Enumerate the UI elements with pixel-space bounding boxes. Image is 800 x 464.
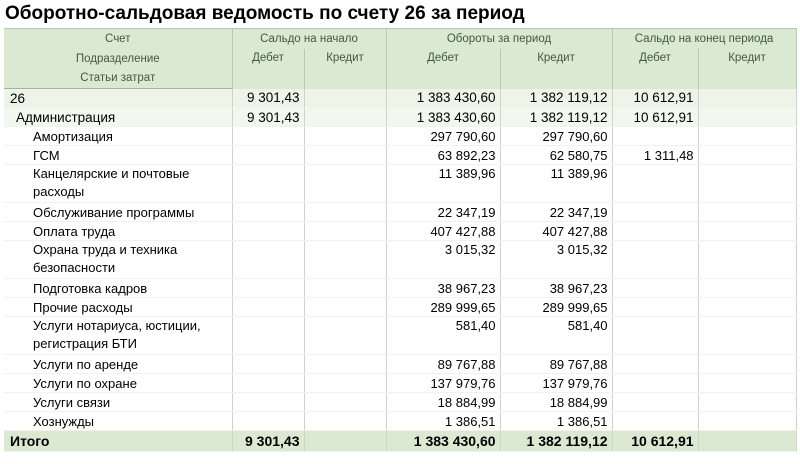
cost-item-turn-credit: 137 979,76 [500, 374, 612, 393]
cost-item-turn-debit: 89 767,88 [386, 355, 500, 374]
header-close-debit[interactable]: Дебет [612, 49, 698, 89]
cost-item-close-debit [612, 393, 698, 412]
department-turn-credit: 1 382 119,12 [500, 108, 612, 127]
cost-item-turn-debit: 63 892,23 [386, 146, 500, 165]
department-open-credit [304, 108, 386, 127]
balance-sheet-table [4, 28, 797, 452]
cost-item-name: Подготовка кадров [4, 279, 232, 298]
cost-item-name: Услуги связи [4, 393, 232, 412]
cost-item-name: Оплата труда [4, 222, 232, 241]
cost-item-turn-debit: 11 389,96 [386, 165, 500, 203]
cost-item-row[interactable] [4, 412, 796, 431]
account-turn-debit: 1 383 430,60 [386, 89, 500, 108]
cost-item-turn-credit: 289 999,65 [500, 298, 612, 317]
header-open-debit[interactable]: Дебет [232, 49, 304, 89]
header-subdivision[interactable]: Подразделение [4, 49, 232, 69]
header-turnover[interactable]: Обороты за период [386, 29, 612, 49]
total-close-debit: 10 612,91 [612, 431, 698, 452]
cost-item-close-debit [612, 241, 698, 279]
account-close-debit: 10 612,91 [612, 89, 698, 108]
total-turn-debit: 1 383 430,60 [386, 431, 500, 452]
cost-item-name: Канцелярские и почтовые расходы [4, 165, 232, 203]
cost-item-turn-debit: 289 999,65 [386, 298, 500, 317]
cost-item-close-debit [612, 298, 698, 317]
cost-item-close-debit [612, 355, 698, 374]
cost-item-row[interactable] [4, 222, 796, 241]
total-turn-credit: 1 382 119,12 [500, 431, 612, 452]
table-header [4, 29, 796, 89]
cost-item-close-debit [612, 412, 698, 431]
department-close-credit [698, 108, 796, 127]
cost-item-row[interactable] [4, 127, 796, 146]
account-close-credit [698, 89, 796, 108]
cost-item-turn-credit: 3 015,32 [500, 241, 612, 279]
cost-item-name: Амортизация [4, 127, 232, 146]
cost-item-row[interactable] [4, 298, 796, 317]
cost-item-turn-credit: 407 427,88 [500, 222, 612, 241]
header-turn-debit[interactable]: Дебет [386, 49, 500, 89]
cost-item-turn-credit: 11 389,96 [500, 165, 612, 203]
account-open-credit [304, 89, 386, 108]
header-cost-items[interactable]: Статьи затрат [4, 69, 232, 89]
cost-item-turn-credit: 297 790,60 [500, 127, 612, 146]
cost-item-close-debit [612, 374, 698, 393]
department-turn-debit: 1 383 430,60 [386, 108, 500, 127]
cost-item-name: Прочие расходы [4, 298, 232, 317]
cost-item-turn-debit: 1 386,51 [386, 412, 500, 431]
header-turn-credit[interactable]: Кредит [500, 49, 612, 89]
total-close-credit [698, 431, 796, 452]
cost-item-turn-debit: 38 967,23 [386, 279, 500, 298]
cost-item-name: Услуги по охране [4, 374, 232, 393]
cost-item-close-debit [612, 279, 698, 298]
cost-item-turn-credit: 1 386,51 [500, 412, 612, 431]
cost-item-row[interactable] [4, 355, 796, 374]
cost-item-turn-debit: 3 015,32 [386, 241, 500, 279]
header-close-credit[interactable]: Кредит [698, 49, 796, 89]
account-open-debit: 9 301,43 [232, 89, 304, 108]
header-account[interactable]: Счет [4, 29, 232, 49]
header-closing-balance[interactable]: Сальдо на конец периода [612, 29, 796, 49]
cost-item-name: Услуги по аренде [4, 355, 232, 374]
account-name: 26 [4, 89, 232, 108]
cost-item-turn-credit: 89 767,88 [500, 355, 612, 374]
cost-item-turn-credit: 22 347,19 [500, 203, 612, 222]
cost-item-row[interactable] [4, 317, 796, 355]
total-open-credit [304, 431, 386, 452]
department-close-debit: 10 612,91 [612, 108, 698, 127]
cost-item-close-debit [612, 127, 698, 146]
cost-item-close-debit [612, 317, 698, 355]
cost-item-name: Хознужды [4, 412, 232, 431]
header-opening-balance[interactable]: Сальдо на начало [232, 29, 386, 49]
cost-item-turn-debit: 137 979,76 [386, 374, 500, 393]
cost-item-name: Услуги нотариуса, юстиции, регистрация БТИ [4, 317, 232, 355]
cost-item-turn-credit: 18 884,99 [500, 393, 612, 412]
cost-item-name: ГСМ [4, 146, 232, 165]
cost-item-row[interactable] [4, 165, 796, 203]
total-row[interactable] [4, 431, 796, 452]
cost-item-row[interactable] [4, 241, 796, 279]
cost-item-turn-debit: 18 884,99 [386, 393, 500, 412]
department-row[interactable] [4, 108, 796, 127]
cost-item-turn-debit: 22 347,19 [386, 203, 500, 222]
cost-item-name: Обслуживание программы [4, 203, 232, 222]
cost-item-turn-debit: 407 427,88 [386, 222, 500, 241]
department-name: Администрация [4, 108, 232, 127]
cost-item-turn-debit: 297 790,60 [386, 127, 500, 146]
cost-item-turn-credit: 38 967,23 [500, 279, 612, 298]
cost-item-name: Охрана труда и техника безопасности [4, 241, 232, 279]
cost-item-turn-debit: 581,40 [386, 317, 500, 355]
cost-item-row[interactable] [4, 203, 796, 222]
cost-item-row[interactable] [4, 393, 796, 412]
cost-item-close-debit: 1 311,48 [612, 146, 698, 165]
cost-item-turn-credit: 581,40 [500, 317, 612, 355]
report-title: Оборотно-сальдовая ведомость по счету 26 за период [5, 3, 525, 24]
cost-item-row[interactable] [4, 279, 796, 298]
cost-item-row[interactable] [4, 374, 796, 393]
cost-item-close-debit [612, 203, 698, 222]
cost-item-row[interactable] [4, 146, 796, 165]
total-label: Итого [4, 431, 232, 452]
total-open-debit: 9 301,43 [232, 431, 304, 452]
header-open-credit[interactable]: Кредит [304, 49, 386, 89]
account-row[interactable] [4, 89, 796, 108]
cost-item-turn-credit: 62 580,75 [500, 146, 612, 165]
cost-item-close-debit [612, 165, 698, 203]
department-open-debit: 9 301,43 [232, 108, 304, 127]
cost-item-close-debit [612, 222, 698, 241]
account-turn-credit: 1 382 119,12 [500, 89, 612, 108]
